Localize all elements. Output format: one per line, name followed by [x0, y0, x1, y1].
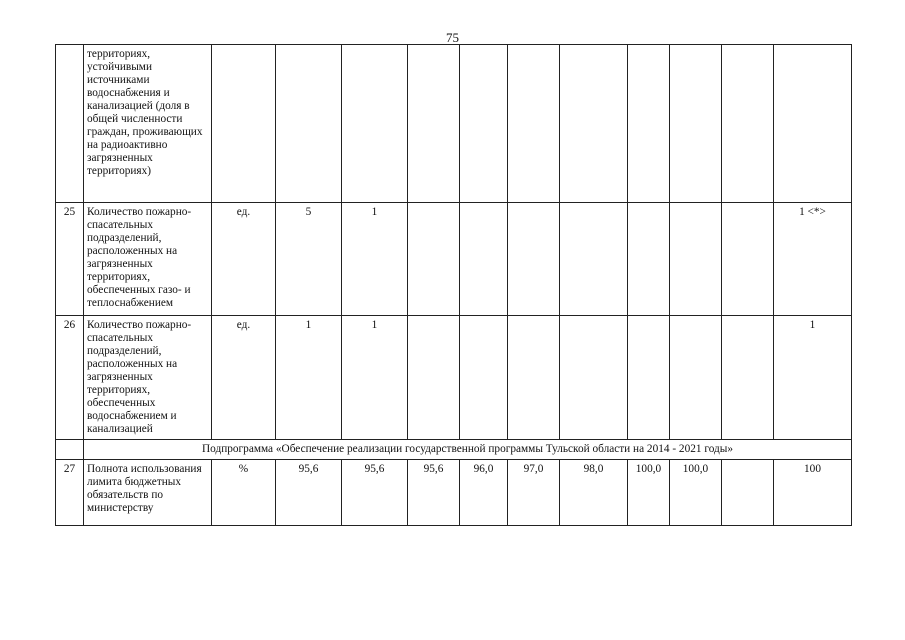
unit-cell: ед.	[212, 316, 276, 440]
value-cell	[670, 203, 722, 316]
value-cell: 100	[774, 460, 852, 526]
value-cell	[508, 45, 560, 203]
value-cell: 98,0	[560, 460, 628, 526]
table-row	[56, 316, 852, 440]
value-cell: 96,0	[460, 460, 508, 526]
value-cell: 5	[276, 203, 342, 316]
value-cell	[560, 316, 628, 440]
value-cell	[408, 316, 460, 440]
row-number-cell: 26	[56, 316, 84, 440]
value-cell	[628, 316, 670, 440]
value-cell	[560, 203, 628, 316]
value-cell	[508, 316, 560, 440]
indicator-name-cell: Полнота использования лимита бюджетных обязательств по министерству	[84, 460, 212, 526]
row-number-cell	[56, 440, 84, 460]
value-cell	[670, 316, 722, 440]
value-cell	[722, 45, 774, 203]
value-cell: 95,6	[276, 460, 342, 526]
value-cell	[628, 45, 670, 203]
value-cell	[276, 45, 342, 203]
value-cell	[774, 45, 852, 203]
value-cell	[670, 45, 722, 203]
unit-cell	[212, 45, 276, 203]
table-row	[56, 45, 852, 203]
table-row	[56, 460, 852, 526]
value-cell	[408, 45, 460, 203]
value-cell: 1	[774, 316, 852, 440]
value-cell	[722, 460, 774, 526]
value-cell	[722, 316, 774, 440]
value-cell	[508, 203, 560, 316]
value-cell	[460, 45, 508, 203]
value-cell: 1	[342, 203, 408, 316]
value-cell	[460, 203, 508, 316]
value-cell: 95,6	[408, 460, 460, 526]
value-cell: 1	[276, 316, 342, 440]
page-number: 75	[446, 30, 459, 45]
indicators-table	[55, 44, 852, 526]
value-cell: 100,0	[670, 460, 722, 526]
value-cell	[722, 203, 774, 316]
value-cell: 1 <*>	[774, 203, 852, 316]
row-number-cell: 25	[56, 203, 84, 316]
value-cell	[628, 203, 670, 316]
row-number-cell: 27	[56, 460, 84, 526]
indicator-name-cell: Количество пожарно-спасательных подразделений, расположенных на загрязненных территориях, обеспеченных газо- и теплоснабжением	[84, 203, 212, 316]
value-cell	[460, 316, 508, 440]
subprogram-title: Подпрограмма «Обеспечение реализации государственной программы Тульской области на 2014 - 2021 годы»	[84, 440, 852, 460]
value-cell	[560, 45, 628, 203]
value-cell: 100,0	[628, 460, 670, 526]
table-row	[56, 203, 852, 316]
value-cell: 97,0	[508, 460, 560, 526]
indicator-name-cell: территориях, устойчивыми источниками водоснабжения и канализацией (доля в общей численности граждан, проживающих на радиоактивно загрязненных территориях)	[84, 45, 212, 203]
unit-cell: %	[212, 460, 276, 526]
value-cell	[342, 45, 408, 203]
value-cell: 95,6	[342, 460, 408, 526]
subprogram-row	[56, 440, 852, 460]
indicator-name-cell: Количество пожарно-спасательных подразделений, расположенных на загрязненных территориях, обеспеченных водоснабжением и канализацией	[84, 316, 212, 440]
row-number-cell	[56, 45, 84, 203]
value-cell	[408, 203, 460, 316]
unit-cell: ед.	[212, 203, 276, 316]
value-cell: 1	[342, 316, 408, 440]
